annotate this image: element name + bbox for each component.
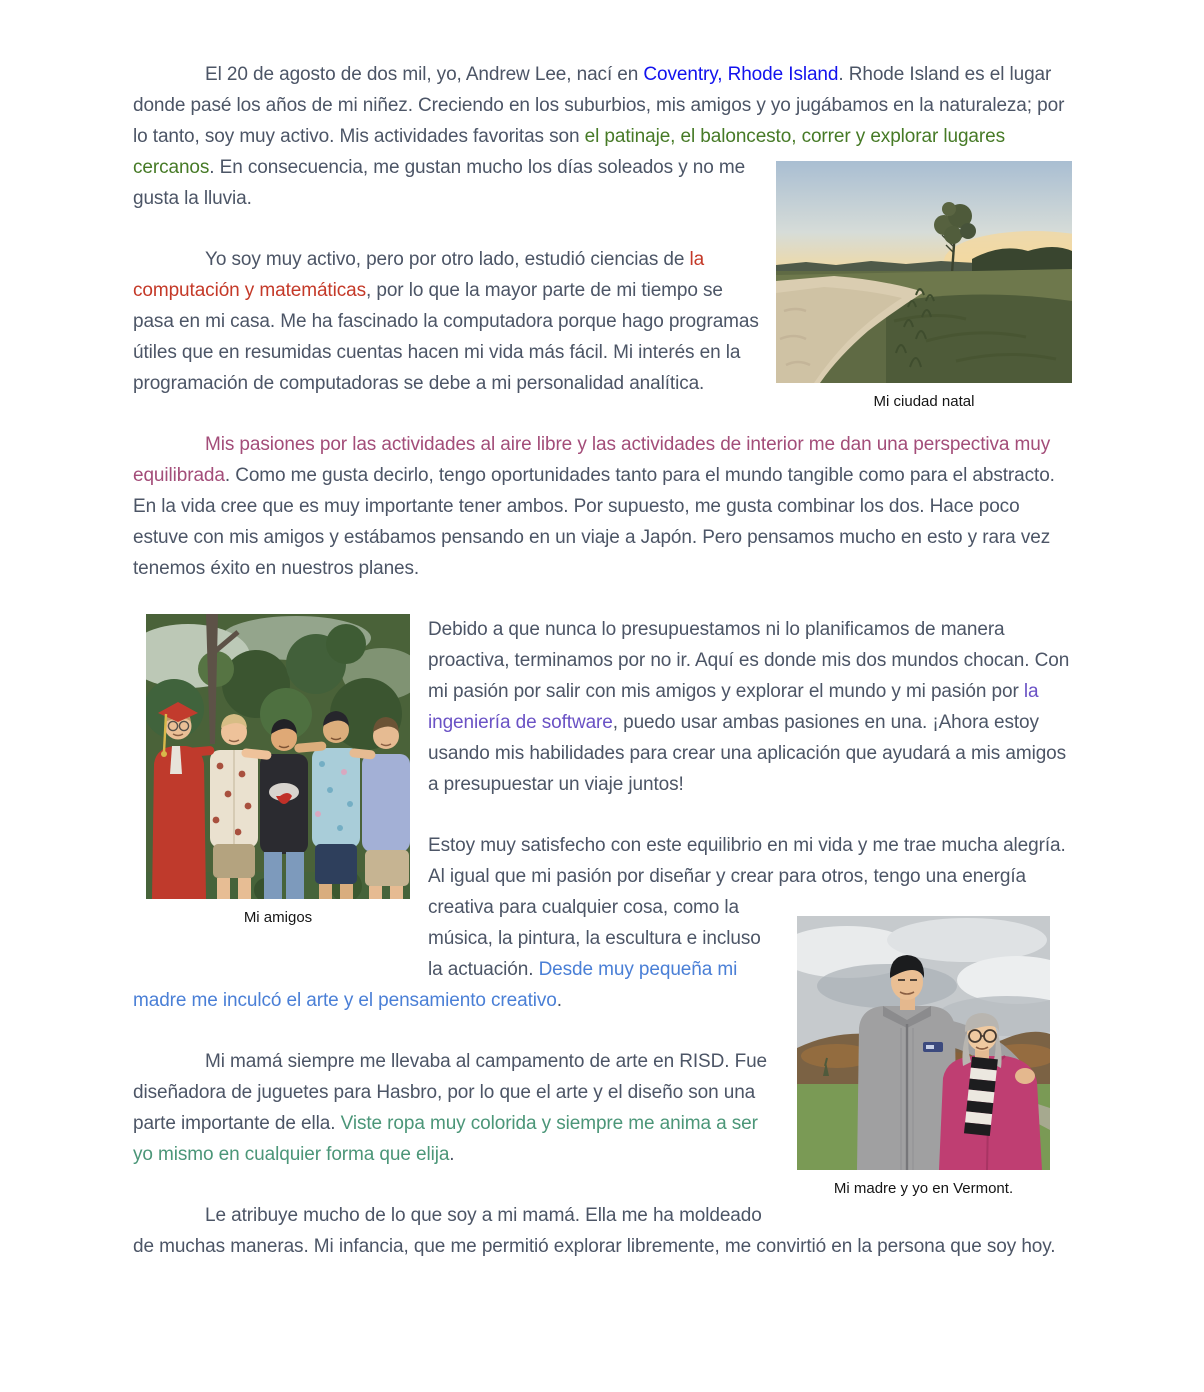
hometown-caption: Mi ciudad natal bbox=[873, 393, 975, 410]
figure-mother bbox=[797, 916, 1050, 1198]
friends-caption: Mi amigos bbox=[243, 909, 313, 926]
p2-text-end: , por lo que la mayor parte de mi tiempo se pasa en mi casa. Me ha fascinado la computadora porque hago programas útiles que en resumidas cuentas hacen mi vida más fácil. Mi interés en la programación de computadoras se debe a mi personalidad analítica. bbox=[133, 280, 759, 394]
p1-highlight-activities: el patinaje, el baloncesto, correr y explorar lugares cercanos bbox=[133, 126, 1005, 178]
p4-highlight-software: la ingeniería de software bbox=[428, 681, 1039, 733]
p1-text-mid: . Rhode Island es el lugar donde pasé los años de mi niñez. Creciendo en los suburbios, mis amigos y yo jugábamos en la naturaleza; por lo tanto, soy muy activo. Mis actividades favoritas son bbox=[133, 64, 1065, 147]
p6-text-end: . bbox=[449, 1144, 455, 1165]
p1-text-end: . En consecuencia, me gustan mucho los días soleados y no me gusta la lluvia. bbox=[133, 157, 746, 209]
mother-photo bbox=[797, 916, 1050, 1170]
figure-friends bbox=[146, 614, 410, 927]
p3-text-end: . Como me gusta decirlo, tengo oportunidades tanto para el mundo tangible como para el abstracto. En la vida cree que es muy importante tener ambos. Por supuesto, me gusta combinar los dos. Hace poco estuve con mis amigos y estábamos pensando en un viaje a Japón. Pero pensamos mucho en esto y rara vez tenemos éxito en nuestros planes. bbox=[133, 465, 1055, 579]
p5-text-end: . bbox=[556, 990, 562, 1011]
p1-text-intro: El 20 de agosto de dos mil, yo, Andrew Lee, nací en bbox=[205, 64, 644, 85]
friends-photo-illustration bbox=[146, 614, 410, 899]
p6-text-intro: Mi mamá siempre me llevaba al campamento de arte en RISD. Fue diseñadora de juguetes para Hasbro, por lo que el arte y el diseño son una parte importante de ella. bbox=[133, 1051, 768, 1134]
hometown-photo-illustration bbox=[776, 161, 1072, 383]
p2-highlight-studies: la computación y matemáticas bbox=[133, 249, 705, 301]
p3-highlight-passions: Mis pasiones por las actividades al aire libre y las actividades de interior me dan una perspectiva muy equilibrada bbox=[133, 434, 1051, 486]
paragraph-3 bbox=[133, 429, 1072, 584]
friends-photo bbox=[146, 614, 410, 899]
hometown-photo bbox=[776, 161, 1072, 383]
p1-highlight-birthplace: Coventry, Rhode Island bbox=[643, 64, 839, 85]
paragraph-7 bbox=[133, 1200, 1072, 1262]
p7-text: Le atribuye mucho de lo que soy a mi mamá. Ella me ha moldeado de muchas maneras. Mi infancia, que me permitió explorar libremente, me convirtió en la persona que soy hoy. bbox=[133, 1205, 1056, 1257]
p2-text-intro: Yo soy muy activo, pero por otro lado, estudió ciencias de bbox=[205, 249, 690, 270]
mother-photo-illustration bbox=[797, 916, 1050, 1170]
p5-highlight-art: Desde muy pequeña mi madre me inculcó el arte y el pensamiento creativo bbox=[133, 959, 738, 1011]
p5-text-intro: Estoy muy satisfecho con este equilibrio en mi vida y me trae mucha alegría. Al igual que mi pasión por diseñar y crear para otros, tengo una energía creativa para cualquier cosa, como la música, la pintura, la escultura e incluso la actuación. bbox=[428, 835, 1066, 980]
mother-caption: Mi madre y yo en Vermont. bbox=[833, 1180, 1014, 1197]
float-spacer-1 bbox=[1071, 59, 1072, 161]
p6-highlight-colorful: Viste ropa muy colorida y siempre me anima a ser yo mismo en cualquier forma que elija bbox=[133, 1113, 758, 1165]
figure-hometown bbox=[776, 161, 1072, 411]
float-spacer-3 bbox=[1071, 830, 1072, 916]
p4-text-end: , puedo usar ambas pasiones en una. ¡Ahora estoy usando mis habilidades para crear una aplicación que ayudará a mis amigos a presupuestar un viaje juntos! bbox=[428, 712, 1067, 795]
p4-text-intro: Debido a que nunca lo presupuestamos ni lo planificamos de manera proactiva, terminamos por no ir. Aquí es donde mis dos mundos chocan. Con mi pasión por salir con mis amigos y explorar el mundo y mi pasión por bbox=[428, 619, 1070, 702]
